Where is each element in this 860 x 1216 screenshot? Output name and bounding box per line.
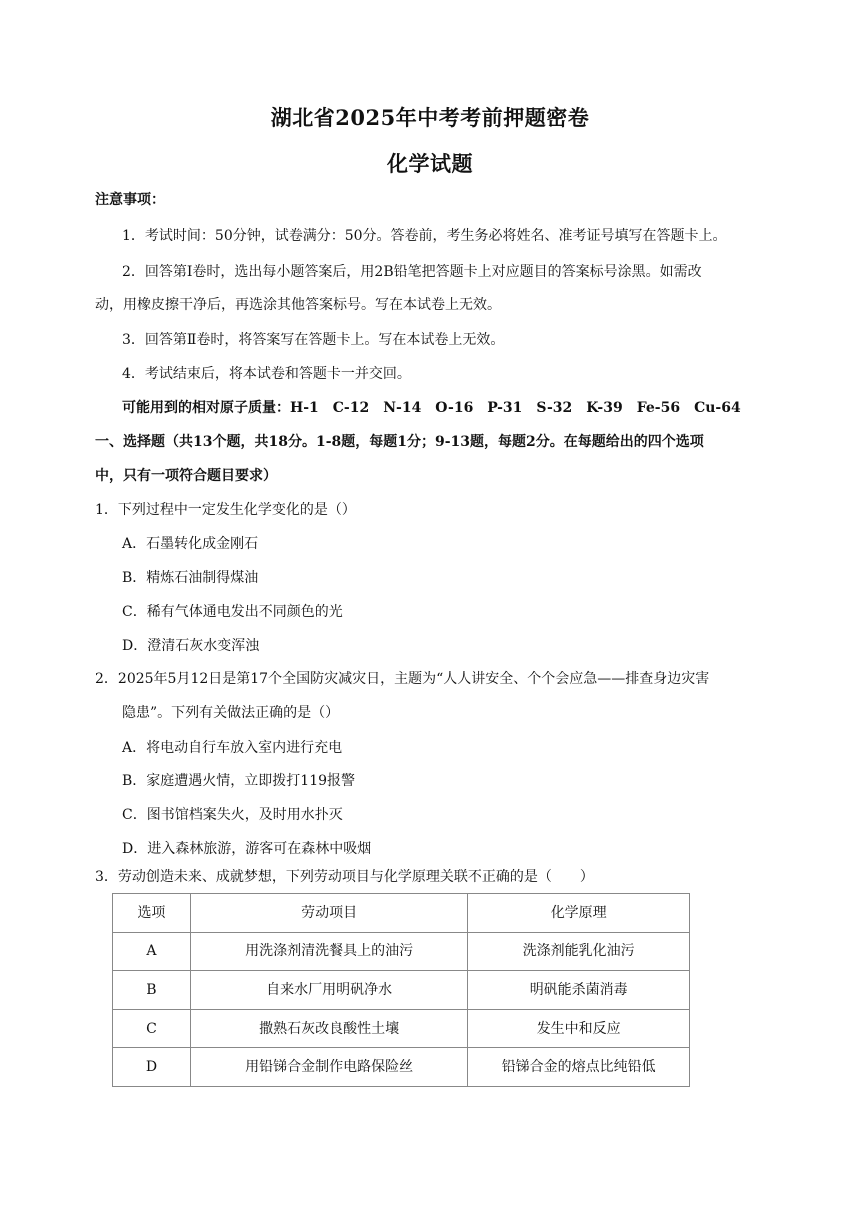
exam-subtitle: 化学试题	[387, 151, 473, 176]
table-cell: 明矾能杀菌消毒	[468, 971, 690, 1010]
table-cell: 发生中和反应	[468, 1009, 690, 1048]
section1-heading: 一、选择题（共13个题，共18分。1-8题，每题1分；9-13题，每题2分。在每题给出的四个选项	[95, 434, 704, 450]
question-1-option-d: D．澄清石灰水变浑浊	[122, 638, 260, 654]
exam-title: 湖北省2025年中考考前押题密卷	[270, 105, 590, 130]
table-header-cell: 选项	[113, 894, 191, 933]
section1-heading-cont: 中，只有一项符合题目要求）	[95, 468, 277, 484]
question-2-stem-cont: 隐患”。下列有关做法正确的是（）	[122, 705, 340, 721]
atomic-mass-line: 可能用到的相对原子质量：H-1 C-12 N-14 O-16 P-31 S-32 K-39 Fe-56 Cu-64	[122, 400, 741, 416]
question-3-stem: 3．劳动创造未来、成就梦想，下列劳动项目与化学原理关联不正确的是（ ）	[95, 869, 594, 885]
table-header-cell: 劳动项目	[190, 894, 468, 933]
question-2-option-b: B．家庭遭遇火情，立即拨打119报警	[122, 773, 356, 789]
question-1-option-b: B．精炼石油制得煤油	[122, 570, 259, 586]
table-cell: C	[113, 1009, 191, 1048]
table-header-row	[113, 894, 690, 933]
table-cell: 撒熟石灰改良酸性土壤	[190, 1009, 468, 1048]
table-cell: 自来水厂用明矾净水	[190, 971, 468, 1010]
table-row	[113, 971, 690, 1010]
table-cell: 用洗涤剂清洗餐具上的油污	[190, 932, 468, 971]
table-cell: D	[113, 1048, 191, 1087]
question-1-option-a: A．石墨转化成金刚石	[122, 536, 259, 552]
question-2-option-d: D．进入森林旅游，游客可在森林中吸烟	[122, 841, 372, 857]
note-item-4: 4．考试结束后，将本试卷和答题卡一并交回。	[122, 366, 411, 382]
notes-heading: 注意事项：	[95, 192, 165, 208]
question-2-option-c: C．图书馆档案失火，及时用水扑灭	[122, 807, 343, 823]
question-2-option-a: A．将电动自行车放入室内进行充电	[122, 740, 343, 756]
table-row	[113, 1048, 690, 1087]
table-cell: 铅锑合金的熔点比纯铅低	[468, 1048, 690, 1087]
question-3-table	[112, 893, 690, 1087]
table-cell: B	[113, 971, 191, 1010]
question-2-stem: 2．2025年5月12日是第17个全国防灾减灾日，主题为“人人讲安全、个个会应急——排查身边灾害	[95, 671, 710, 687]
note-item-1: 1．考试时间：50分钟，试卷满分：50分。答卷前，考生务必将姓名、准考证号填写在答题卡上。	[122, 228, 727, 244]
note-item-3: 3．回答第Ⅱ卷时，将答案写在答题卡上。写在本试卷上无效。	[122, 332, 505, 348]
note-item-2-cont: 动，用橡皮擦干净后，再选涂其他答案标号。写在本试卷上无效。	[95, 297, 501, 313]
table-cell: A	[113, 932, 191, 971]
note-item-2: 2．回答第Ⅰ卷时，选出每小题答案后，用2B铅笔把答题卡上对应题目的答案标号涂黑。如需改	[122, 264, 702, 280]
question-1-stem: 1．下列过程中一定发生化学变化的是（）	[95, 502, 356, 518]
table-cell: 用铅锑合金制作电路保险丝	[190, 1048, 468, 1087]
table-header-cell: 化学原理	[468, 894, 690, 933]
table-row	[113, 932, 690, 971]
table-row	[113, 1009, 690, 1048]
table-cell: 洗涤剂能乳化油污	[468, 932, 690, 971]
question-1-option-c: C．稀有气体通电发出不同颜色的光	[122, 604, 343, 620]
